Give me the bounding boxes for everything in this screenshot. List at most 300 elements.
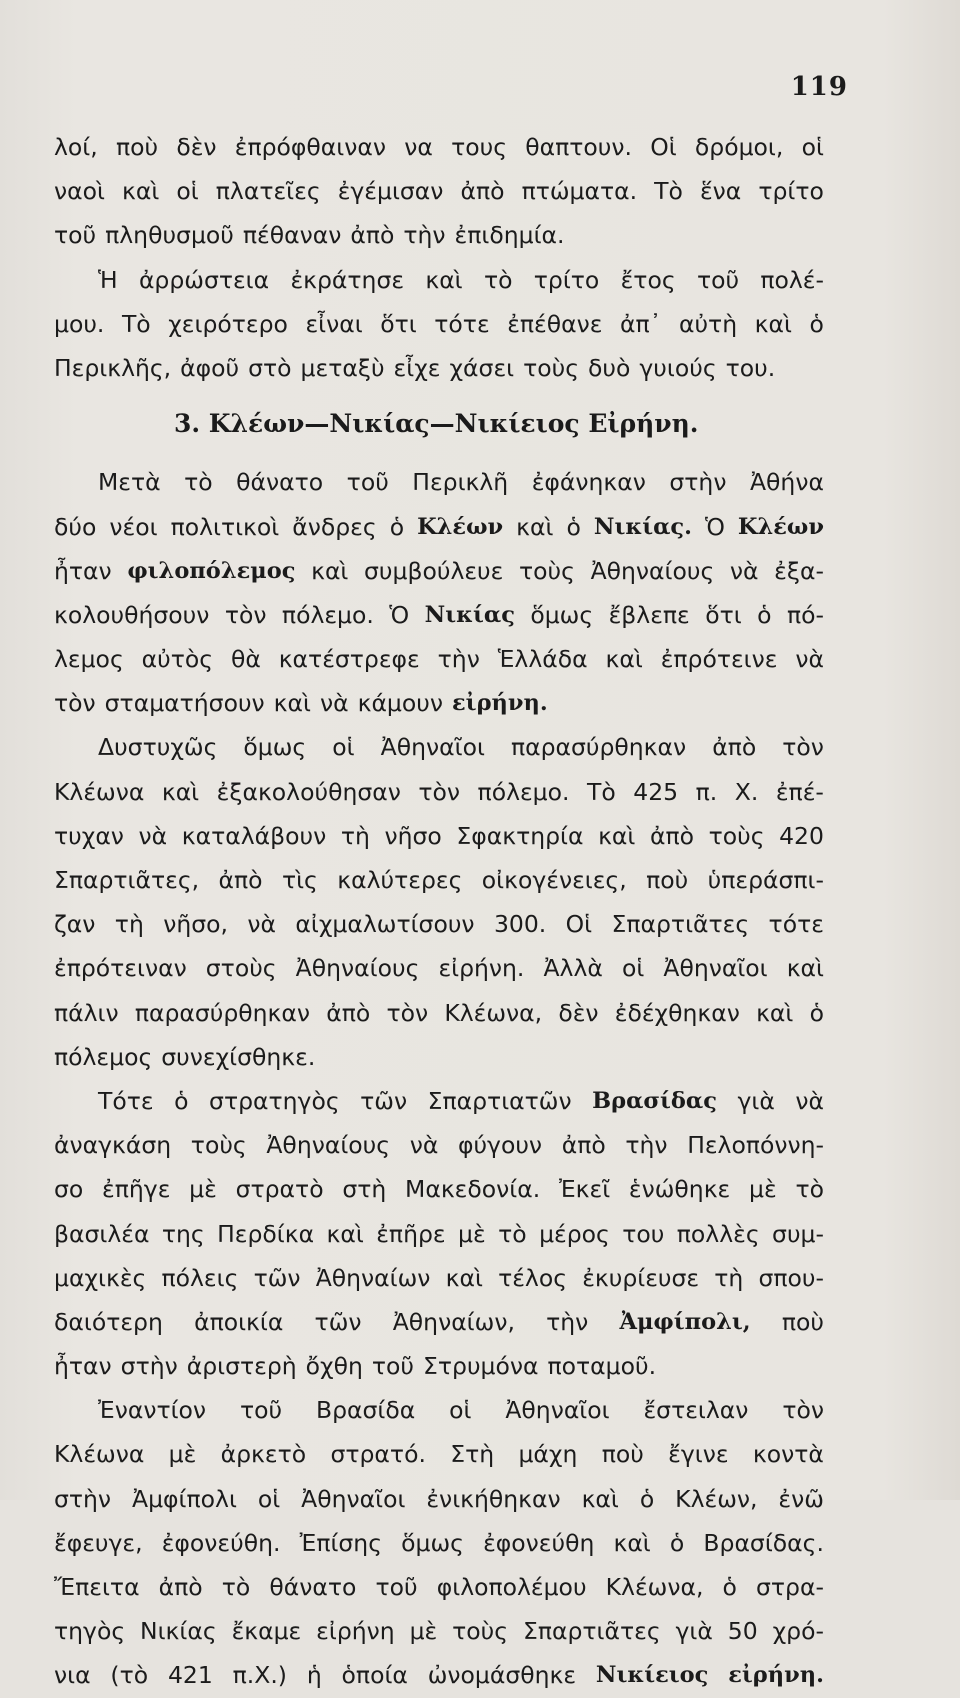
word: Βρασίδας (592, 1087, 717, 1114)
text-line (54, 258, 824, 302)
word: τὸν (54, 689, 96, 718)
word: ὁ (639, 1484, 655, 1513)
word: ὁ (566, 512, 581, 541)
word: Τὸ (121, 309, 151, 338)
word: δαιότερη (54, 1307, 163, 1336)
word: τὸ (795, 1175, 824, 1204)
word: τρίτο (758, 177, 824, 206)
word: εἶναι (305, 309, 363, 338)
word: φιλοπολέμου (436, 1573, 587, 1601)
word: νὰ (138, 821, 168, 850)
word: Τὸ (587, 777, 616, 806)
word: τὸν (782, 733, 824, 762)
word: Ἀθηναῖοι (663, 954, 768, 983)
word: τὶς (281, 866, 318, 894)
word: ἀπὸ (649, 821, 694, 850)
paragraph-3 (54, 460, 824, 725)
word: του. (725, 353, 776, 382)
word: ναοὶ (54, 177, 105, 206)
text-line (54, 1212, 824, 1256)
word: τους (451, 133, 507, 161)
word: κολουθήσουν (54, 600, 210, 629)
word: καὶ (756, 998, 794, 1027)
word: ἐκράτησε (290, 265, 405, 294)
word: μάχη (518, 1440, 578, 1469)
word: δὲν (176, 133, 217, 161)
word: ἐπρότεινε (660, 645, 778, 674)
word: τοῦ (375, 1573, 418, 1601)
word: ὁ (174, 1086, 189, 1115)
word: ἦταν (54, 1352, 112, 1381)
text-line (54, 1300, 824, 1344)
body-text (54, 125, 824, 1698)
word: ἐφάνηκαν (531, 468, 646, 497)
word: οἱ (176, 177, 199, 206)
word: εἰρήνη. (728, 1662, 824, 1689)
word: εἰρήνη. (438, 954, 525, 983)
word: νὰ (247, 910, 277, 939)
word: Ἀλλὰ (543, 954, 603, 983)
word: οἱ (801, 133, 824, 161)
word: ὁ (389, 512, 405, 541)
word: καὶ (273, 689, 311, 718)
word: ἀπ᾿ (620, 309, 662, 338)
word: κοντὰ (752, 1440, 824, 1469)
word: ἀπὸ (561, 1131, 606, 1160)
word: μὲ (458, 1219, 486, 1248)
word: ἐπρόφθαιναν (234, 133, 386, 161)
word: πέθαναν (242, 221, 342, 250)
word: Νικίειος (595, 1662, 709, 1689)
text-line (54, 770, 824, 814)
word: ἀρκετὸ (220, 1440, 307, 1469)
word: Κλέωνα (54, 777, 145, 806)
word: τοῦ (696, 265, 740, 294)
word: ὑπεράσπι- (707, 866, 824, 894)
word: ἐξακολούθησαν (216, 777, 401, 806)
word: Νικίας (140, 1617, 217, 1646)
word: καὶ (598, 821, 636, 850)
word: Στὴ (450, 1440, 495, 1469)
word: ἀπὸ (460, 177, 505, 206)
word: θαπτουν. (525, 133, 632, 161)
word: ἐπέ- (775, 777, 824, 806)
word: τὸν (418, 777, 461, 806)
word: δυὸ (588, 353, 631, 382)
word: δρόμοι, (694, 133, 784, 161)
word: τρίτο (533, 265, 600, 294)
word: ἕνα (699, 177, 742, 206)
word: ἀπὸ (326, 998, 371, 1027)
word: στρα- (756, 1573, 824, 1601)
word: Ἡ (98, 265, 118, 294)
word: οἰκογένειες, (481, 866, 627, 894)
word: καὶ (122, 177, 160, 206)
word: χρό- (772, 1617, 824, 1646)
word: Οἱ (650, 133, 677, 161)
word: ἐγέμισαν (337, 177, 444, 206)
word: της (161, 1219, 205, 1248)
text-line (54, 946, 824, 990)
text-line (54, 169, 824, 213)
word: εἶχε (393, 353, 441, 382)
word: ἐνικήθηκαν (426, 1484, 561, 1513)
word: ζαν (54, 910, 96, 939)
text-line (54, 1609, 824, 1653)
word: στρατὸ (235, 1175, 324, 1204)
word: φιλοπόλεμος (127, 557, 296, 584)
word: συμ- (772, 1219, 824, 1248)
word: Μετὰ (98, 468, 161, 497)
word: ὁ (809, 998, 824, 1027)
word: π. (695, 777, 718, 806)
word: μὲ (409, 1617, 438, 1646)
word: ποὺ (115, 133, 159, 161)
text-line (54, 1256, 824, 1300)
word: ὁποία (341, 1661, 408, 1690)
word: καὶ (516, 512, 554, 541)
text-line (54, 1477, 824, 1521)
word: 50 (727, 1617, 758, 1646)
word: Σπαρτιατῶν (427, 1086, 572, 1115)
word: του (622, 1219, 665, 1248)
word: παρασύρθηκαν (134, 998, 311, 1027)
word: στὴν (669, 468, 727, 497)
text-line (54, 725, 824, 769)
word: ἐφονεύθη (483, 1528, 595, 1557)
text-line (54, 681, 824, 725)
word: ἔφευγε, (54, 1528, 143, 1557)
word: τὸ (184, 468, 213, 497)
word: Ὁ (389, 600, 410, 629)
word: ἀριστερὴ (186, 1352, 297, 1381)
word: Ἐπίσης (299, 1528, 382, 1557)
word: τέλος (498, 1263, 568, 1292)
word: νὰ (729, 556, 759, 585)
word: ἄνδρες (292, 512, 377, 541)
word: Κλέωνα, (605, 1573, 704, 1601)
word: στὸ (248, 353, 292, 382)
word: Κλέων (737, 513, 824, 540)
word: τὴ (714, 1263, 744, 1292)
word: οἱ (621, 954, 645, 983)
word: μαχικὲς (54, 1263, 147, 1292)
text-line (54, 1167, 824, 1211)
word: ὄχθη (305, 1352, 363, 1381)
word: τοὺς (519, 556, 575, 585)
word: ὅμως (401, 1528, 464, 1557)
word: ἑνώθηκε (628, 1175, 731, 1204)
word: πολιτικοὶ (170, 512, 280, 541)
word: τὴν (546, 1307, 589, 1336)
word: τὸ (498, 1219, 527, 1248)
word: ὅτι (380, 309, 417, 338)
text-line (54, 346, 824, 390)
word: Περδίκα (217, 1219, 315, 1248)
word: Τότε (98, 1086, 154, 1115)
word: σπου- (758, 1263, 824, 1292)
word: πλατεῖες (215, 177, 321, 206)
word: Κλέων (417, 513, 504, 540)
word: νῆσο (384, 821, 442, 850)
word: τοῦ (371, 1352, 415, 1381)
word: τῶν (360, 1086, 408, 1115)
word: καὶ (425, 265, 463, 294)
word: καὶ (445, 1263, 483, 1292)
word: κάμουν (357, 689, 443, 718)
word: δύο (54, 512, 97, 541)
word: τοῦ (54, 221, 97, 250)
word: Στρυμόνα (423, 1352, 539, 1381)
word: ἐπῆγε (102, 1175, 171, 1204)
word: ὁ (757, 600, 772, 629)
word: νια (54, 1661, 91, 1690)
word: δὲν (558, 998, 599, 1027)
word: ἔκαμε (231, 1617, 302, 1646)
word: οἱ (449, 1396, 472, 1425)
word: νῆσο, (163, 910, 228, 939)
word: τηγὸς (54, 1617, 126, 1646)
word: λοί, (54, 133, 98, 161)
word: μέρος (539, 1219, 610, 1248)
word: πόλεμο. (281, 600, 374, 629)
word: 425 (633, 777, 679, 806)
text-line (54, 637, 824, 681)
word: τῶν (253, 1263, 301, 1292)
word: Ἐναντίον (98, 1396, 207, 1425)
word: ἀπὸ (218, 866, 263, 894)
word: πολλὲς (676, 1219, 760, 1248)
word: ἔβλεπε (608, 600, 690, 629)
word: στρατηγὸς (209, 1086, 340, 1115)
word: αὐτὴ (678, 309, 738, 338)
text-line (54, 814, 824, 858)
word: ποὺ (601, 1440, 644, 1469)
word: τὸν (386, 998, 429, 1027)
word: θάνατο (236, 468, 324, 497)
word: ποὺ (781, 1307, 824, 1336)
word: καὶ (786, 954, 824, 983)
word: θάνατο (269, 1573, 357, 1601)
word: εἰρήνη. (452, 690, 548, 717)
text-line (54, 1388, 824, 1432)
word: τοὺς (190, 1131, 247, 1160)
word: φύγουν (457, 1131, 543, 1160)
word: στρατό. (330, 1440, 426, 1469)
word: πό- (786, 600, 824, 629)
text-line (54, 991, 824, 1035)
word: Βρασίδα (315, 1396, 416, 1425)
word: ἡ (306, 1661, 322, 1690)
word: πόλεμος (54, 1042, 153, 1071)
word: σταματήσουν (104, 689, 265, 718)
word: Τὸ (654, 177, 683, 206)
word: πληθυσμοῦ (105, 221, 234, 250)
word: καὶ (613, 1528, 651, 1557)
word: ἔστειλαν (643, 1396, 749, 1425)
word: Ἐκεῖ (558, 1175, 611, 1204)
word: ὅτι (705, 600, 742, 629)
word: θὰ (230, 645, 261, 674)
word: ὁ (722, 1573, 737, 1601)
word: μου. (54, 309, 105, 338)
word: Κλέωνα, (444, 998, 543, 1027)
word: μὲ (189, 1175, 217, 1204)
word: καλύτερες (337, 866, 463, 894)
word: γυιούς (639, 353, 717, 382)
word: τὸν (782, 1396, 824, 1425)
word: ἔγινε (668, 1440, 729, 1469)
text-line (54, 125, 824, 169)
word: τοῦ (346, 468, 389, 497)
word: Ἀθηναίων (315, 1263, 431, 1292)
text-line (54, 213, 824, 257)
text-line (54, 1344, 824, 1388)
word: πολέ- (760, 265, 824, 294)
word: τὴν (437, 645, 480, 674)
word: ὅμως (243, 733, 307, 762)
word: Σπαρτιᾶτες (522, 1617, 661, 1646)
word: στὴ (342, 1175, 387, 1204)
word: στοὺς (205, 954, 277, 983)
word: τοὺς (452, 1617, 509, 1646)
word: ἐπέθανε (507, 309, 603, 338)
word: τῶν (314, 1307, 362, 1336)
word: 421 (167, 1661, 213, 1690)
word: οἱ (257, 1484, 281, 1513)
word: Ἔπειτα (54, 1573, 140, 1601)
word: Ἀθηναῖοι (380, 733, 485, 762)
word: νὰ (409, 1131, 439, 1160)
paragraph-4 (54, 725, 824, 1079)
word: τὴν (403, 221, 446, 250)
word: παρασύρθηκαν (510, 733, 687, 762)
word: Σπαρτιᾶτες (611, 910, 750, 939)
section-heading: 3. Κλέων—Νικίας—Νικίειος Εἰρήνη. (174, 409, 699, 439)
word: καὶ (326, 1219, 364, 1248)
word: ἐφονεύθη. (161, 1528, 281, 1557)
paragraph-2 (54, 258, 824, 391)
word: χειρότερο (168, 309, 288, 338)
word: Ἀθηναῖοι (301, 1484, 406, 1513)
word: τοὺς (708, 821, 765, 850)
word: πτώματα. (521, 177, 638, 206)
word: Πελοπόννη- (687, 1131, 824, 1160)
word: Ἀθηναίων, (392, 1307, 515, 1336)
word: πόλεις (161, 1263, 239, 1292)
word: Ἑλλάδα (497, 645, 588, 674)
word: εἰρήνη (316, 1617, 395, 1646)
word: ἐπιδημία. (454, 221, 565, 250)
word: καὶ (311, 556, 349, 585)
word: τὸν (224, 600, 267, 629)
word: ἀπὸ (158, 1573, 203, 1601)
word: Νικίας. (593, 513, 692, 540)
word: Βρασίδας. (703, 1528, 824, 1557)
word: Νικίας (424, 601, 515, 628)
word: Χ. (734, 777, 759, 806)
text-line (54, 302, 824, 346)
word: ἐξα- (774, 556, 824, 585)
word: τὸ (483, 265, 513, 294)
word: συνεχίσθηκε. (161, 1042, 316, 1071)
word: ἀναγκάση (54, 1131, 172, 1160)
word: ἦταν (54, 556, 112, 585)
page-number: 119 (790, 72, 848, 102)
word: καὶ (581, 1484, 619, 1513)
word: ὠνομάσθηκε (427, 1661, 577, 1690)
word: νέοι (109, 512, 158, 541)
word: Κλέων, (675, 1484, 758, 1513)
word: τὴ (114, 910, 144, 939)
word: μὲ (749, 1175, 777, 1204)
word: ποὺ (646, 866, 689, 894)
word: ὅμως (530, 600, 594, 629)
word: Ἀθηναίους (266, 1131, 391, 1160)
word: π.Χ.) (232, 1661, 287, 1690)
word: Δυστυχῶς (98, 733, 218, 762)
word: στὴν (54, 1484, 112, 1513)
word: ἀρρώστεια (138, 265, 270, 294)
text-line (54, 505, 824, 549)
word: ἐκυρίευσε (582, 1263, 700, 1292)
word: καὶ (605, 645, 643, 674)
word: κατέστρεφε (278, 645, 420, 674)
word: τὸ (221, 1573, 251, 1601)
word: νὰ (795, 1086, 824, 1115)
word: πάλιν (54, 998, 119, 1027)
word: τοὺς (523, 353, 580, 382)
word: γιὰ (675, 1617, 713, 1646)
text-line (54, 1432, 824, 1476)
word: ἀπὸ (712, 733, 757, 762)
word: πόλεμο. (477, 777, 570, 806)
text-line (54, 902, 824, 946)
paragraph-6 (54, 1388, 824, 1697)
word: γιὰ (737, 1086, 775, 1115)
word: Ἀθηναίους (295, 954, 420, 983)
word: ποταμοῦ. (547, 1352, 657, 1381)
word: αἰχμαλωτίσουν (295, 910, 475, 939)
word: καὶ (161, 777, 200, 806)
paragraph-5 (54, 1079, 824, 1388)
word: καὶ (754, 309, 792, 338)
word: Περικλῆ (412, 468, 509, 497)
word: αὐτὸς (141, 645, 214, 674)
word: Σπαρτιᾶτες, (54, 866, 200, 894)
word: ὁ (809, 309, 824, 338)
text-line (54, 858, 824, 902)
word: να (404, 133, 433, 161)
word: ὁ (669, 1528, 685, 1557)
word: τυχαν (54, 821, 124, 850)
word: Ἀθηναίους (590, 556, 715, 585)
word: βασιλέα (54, 1219, 150, 1248)
word: τότε (768, 910, 824, 939)
paragraph-1 (54, 125, 824, 258)
word: νὰ (319, 689, 349, 718)
text-line (54, 1653, 824, 1697)
word: σο (54, 1175, 84, 1204)
word: ἐπρότειναν (54, 954, 187, 983)
word: Σφακτηρία (456, 821, 584, 850)
word: μεταξὺ (300, 353, 385, 382)
text-line (54, 1035, 824, 1079)
word: τὴν (625, 1131, 668, 1160)
word: τὴ (340, 821, 370, 850)
word: τότε (434, 309, 490, 338)
word: ἐδέχθηκαν (614, 998, 740, 1027)
